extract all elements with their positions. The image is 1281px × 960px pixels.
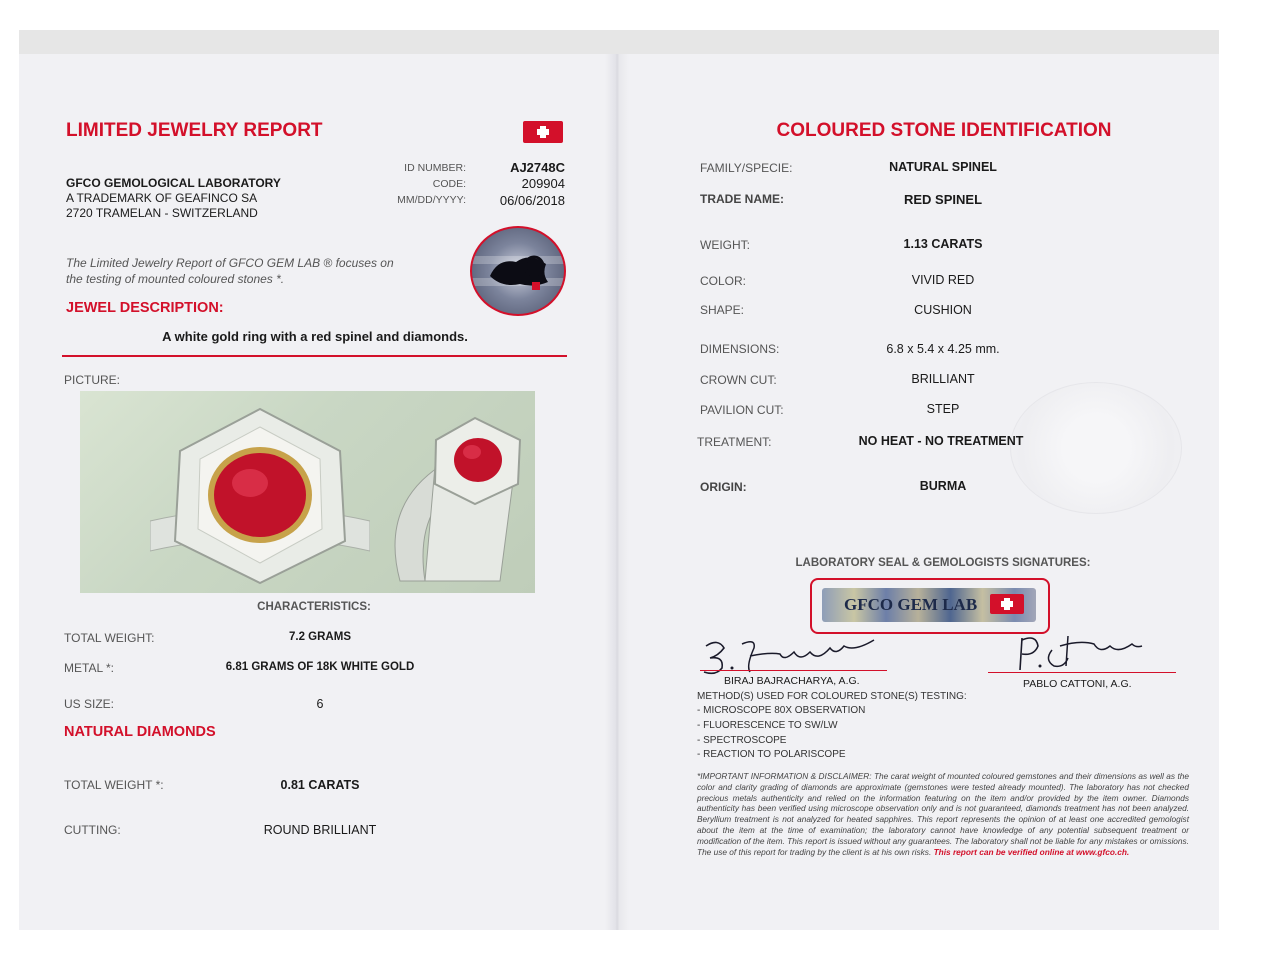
- gfco-gem-lab-seal-icon: [810, 578, 1050, 634]
- signature-line-2: [988, 672, 1176, 673]
- method-item: - MICROSCOPE 80X OBSERVATION: [697, 705, 866, 716]
- id-number-label: ID NUMBER:: [404, 162, 466, 174]
- row-value: 1.13 CARATS: [903, 237, 983, 251]
- diamond-weight-label: TOTAL WEIGHT *:: [64, 778, 164, 792]
- code-label: CODE:: [432, 178, 466, 190]
- row-label: PAVILION CUT:: [700, 403, 784, 417]
- jewel-divider: [62, 355, 567, 357]
- lab-name: GFCO GEMOLOGICAL LABORATORY: [66, 176, 281, 190]
- natural-diamonds-heading: NATURAL DIAMONDS: [64, 724, 216, 740]
- picture-label: PICTURE:: [64, 373, 121, 387]
- row-label: SHAPE:: [700, 303, 745, 317]
- date-value: 06/06/2018: [499, 193, 565, 208]
- row-value: RED SPINEL: [903, 192, 983, 207]
- us-size-label: US SIZE:: [64, 697, 115, 711]
- code-value: 209904: [521, 176, 565, 191]
- signer-2-name: PABLO CATTONI, A.G.: [1023, 678, 1132, 690]
- total-weight-value: 7.2 GRAMS: [289, 631, 351, 643]
- method-item: - REACTION TO POLARISCOPE: [697, 749, 846, 760]
- seal-heading: LABORATORY SEAL & GEMOLOGISTS SIGNATURES:: [795, 557, 1091, 569]
- intro-line-1: The Limited Jewelry Report of GFCO GEM LAB ® focuses on: [66, 256, 394, 270]
- intro-line-2: the testing of mounted coloured stones *.: [66, 272, 285, 286]
- disclaimer-text: *IMPORTANT INFORMATION & DISCLAIMER: The carat weight of mounted coloured gemstones and their dimensions as well as the color and clarity grading of diamonds are approximate (gemstones were tested already mounted). The laboratory has not checked precious metals authenticity and relied on the information featuring on the item and/or provided by the item owner. Diamonds authenticity has been verified using microscope observation only and is not guaranteed, diamonds treatment has not been analyzed. Beryllium treatment is not analyzed for heated sapphires. This report represents the opinion of at least one accredited gemologist about the item at the time of examination; the laboratory cannot have knowledge of any potential subsequent treatment or modification of the item. This report is issued without any guarantees. The laboratory shall not be liable for any mistakes or omissions. The use of this report for trading by the client is at his own risks.: [697, 771, 1189, 857]
- embossed-seal: [1010, 382, 1182, 514]
- row-label: TRADE NAME:: [700, 192, 784, 206]
- ring-side-image: [380, 406, 530, 591]
- row-value: BURMA: [919, 479, 967, 493]
- cutting-value: ROUND BRILLIANT: [263, 823, 377, 837]
- center-fold: [605, 54, 629, 930]
- jewel-description-text: A white gold ring with a red spinel and diamonds.: [162, 329, 468, 344]
- stone-id-title: COLOURED STONE IDENTIFICATION: [776, 120, 1112, 141]
- swiss-flag-icon: [523, 121, 563, 143]
- row-value: BRILLIANT: [911, 372, 975, 386]
- hologram-seal-icon: [470, 226, 566, 316]
- swiss-flag-icon: [990, 594, 1024, 614]
- lab-address: 2720 TRAMELAN - SWITZERLAND: [66, 206, 258, 220]
- row-value: VIVID RED: [911, 273, 975, 287]
- characteristics-heading: CHARACTERISTICS:: [257, 601, 371, 613]
- row-label: WEIGHT:: [700, 238, 750, 252]
- row-label: TREATMENT:: [697, 435, 772, 449]
- seal-text: GFCO GEM LAB: [844, 595, 978, 614]
- method-item: - SPECTROSCOPE: [697, 735, 787, 746]
- lab-trademark: A TRADEMARK OF GEAFINCO SA: [66, 191, 258, 205]
- signature-line-1: [700, 670, 887, 671]
- diamond-weight-value: 0.81 CARATS: [280, 778, 360, 792]
- row-label: FAMILY/SPECIE:: [700, 161, 793, 175]
- row-value: CUSHION: [914, 303, 972, 317]
- row-value: 6.8 x 5.4 x 4.25 mm.: [886, 342, 1000, 356]
- disclaimer-verify: This report can be verified online at www.gfco.ch.: [933, 846, 1130, 857]
- report-title: LIMITED JEWELRY REPORT: [66, 120, 323, 141]
- disclaimer: [697, 771, 1189, 857]
- row-label: DIMENSIONS:: [700, 342, 780, 356]
- row-value: NATURAL SPINEL: [889, 160, 997, 174]
- id-number-value: AJ2748C: [510, 160, 565, 175]
- row-value: NO HEAT - NO TREATMENT: [858, 434, 1024, 448]
- date-label: MM/DD/YYYY:: [397, 194, 466, 206]
- jewel-description-heading: JEWEL DESCRIPTION:: [66, 300, 224, 316]
- row-label: ORIGIN:: [700, 480, 747, 494]
- methods-heading: METHOD(S) USED FOR COLOURED STONE(S) TESTING:: [697, 691, 967, 702]
- scan-top-edge: [19, 30, 1219, 54]
- signature-cattoni: [1010, 632, 1145, 674]
- row-label: CROWN CUT:: [700, 373, 777, 387]
- row-value: STEP: [926, 402, 960, 416]
- us-size-value: 6: [316, 697, 324, 711]
- metal-label: METAL *:: [64, 661, 115, 675]
- ring-photo: [80, 391, 535, 593]
- metal-value: 6.81 GRAMS OF 18K WHITE GOLD: [225, 661, 415, 673]
- total-weight-label: TOTAL WEIGHT:: [64, 631, 155, 645]
- row-label: COLOR:: [700, 274, 747, 288]
- signer-1-name: BIRAJ BAJRACHARYA, A.G.: [724, 675, 860, 687]
- cutting-label: CUTTING:: [64, 823, 121, 837]
- method-item: - FLUORESCENCE TO SW/LW: [697, 720, 838, 731]
- signature-bajracharya: [698, 634, 893, 678]
- ring-front-image: [150, 401, 370, 591]
